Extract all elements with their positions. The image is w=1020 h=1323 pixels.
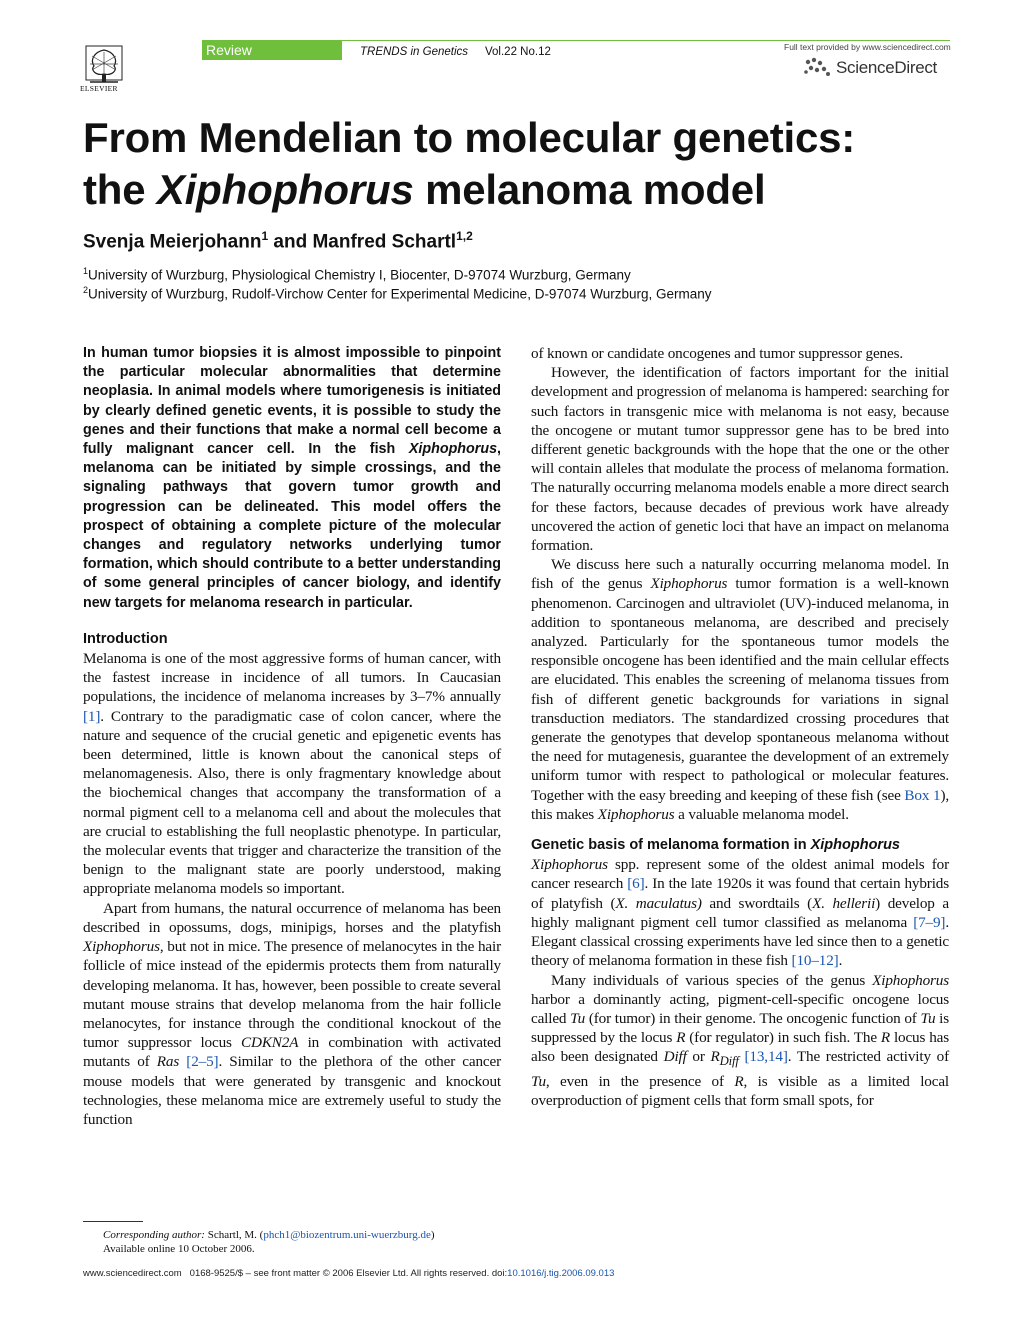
title-line-2-post: melanoma model bbox=[413, 166, 766, 213]
affiliation-2-text: University of Wurzburg, Rudolf-Virchow Center for Experimental Medicine, D-97074 Wurzburg, Germany bbox=[88, 286, 712, 302]
right-p4-a: Many individuals of various species of the genus bbox=[551, 971, 873, 989]
author-1-affil: 1 bbox=[261, 229, 269, 243]
right-paragraph-4 bbox=[531, 971, 949, 1110]
right-paragraph-1: However, the identification of factors important for the initial development and progression of melanoma is hampered: searching for such factors in transgenic mice with melanoma is not easy, because the oncogene or mutant tumor suppressor gene has to be bred into different genetic backgrounds with the hope that the one or the other will contain alleles that modulate the process of melanoma formation. The naturally occurring melanoma models enable a more direct search for these factors, because decades of previous work have already uncovered the action of genetic loci that have an impact on melanoma formation. bbox=[531, 364, 949, 555]
affiliation-1-num: 1 bbox=[83, 266, 89, 276]
right-p3-genus: Xiphophorus bbox=[531, 856, 608, 874]
box-link[interactable]: Box 1 bbox=[904, 786, 941, 804]
right-p3-d: ) develop a highly malignant pigment cell tumor classified as melanoma bbox=[531, 894, 949, 931]
publisher-logo-label: ELSEVIER bbox=[80, 84, 118, 93]
right-paragraph-0: of known or candidate oncogenes and tumor suppressor genes. bbox=[531, 345, 904, 362]
title-genus: Xiphophorus bbox=[156, 166, 414, 213]
right-column bbox=[531, 344, 949, 1110]
right-p4-r: R bbox=[676, 1029, 686, 1047]
right-p2-c: ), this makes bbox=[531, 786, 949, 823]
affiliation-2-num: 2 bbox=[83, 285, 89, 295]
intro-p2-c: in combination with activated mutants of bbox=[83, 1034, 501, 1071]
right-p2-a: We discuss here such a naturally occurring melanoma model. In fish of the genus bbox=[531, 556, 949, 593]
right-p4-tu-2: Tu bbox=[920, 1009, 936, 1027]
provider-name: ScienceDirect bbox=[836, 58, 937, 77]
heading-genetic-basis-genus: Xiphophorus bbox=[810, 837, 901, 854]
author-join: and bbox=[273, 231, 308, 253]
right-p2-d: a valuable melanoma model. bbox=[674, 805, 849, 823]
right-p3-b: . In the late 1920s it was found that certain hybrids of platyfish ( bbox=[531, 875, 949, 912]
author-email-link[interactable]: phch1@biozentrum.uni-wuerzburg.de bbox=[263, 1229, 431, 1241]
right-p4-diff: Diff bbox=[663, 1048, 687, 1066]
intro-p2-ras: Ras bbox=[156, 1053, 180, 1071]
abstract-genus: Xiphophorus bbox=[408, 441, 498, 458]
intro-paragraph-2 bbox=[83, 899, 501, 1129]
right-paragraph-2 bbox=[531, 555, 949, 824]
affiliation-1-text: University of Wurzburg, Physiological Chemistry I, Biocenter, D-97074 Wurzburg, Germany bbox=[88, 267, 631, 283]
author-2: Manfred Schartl bbox=[312, 231, 457, 253]
intro-p2-b: , but not in mice. The presence of melanocytes in the hair follicle of mice instead of the epidermis protects them from naturally developing melanoma. It has, however, been possible to create several mutant mouse strains that develop melanoma from the hair follicle melanocytes, for instance through the conditional knockout of the tumor suppressor locus bbox=[83, 938, 501, 1052]
intro-p1-b: . Contrary to the paradigmatic case of colon cancer, where the nature and sequence of the crucial genetic and epigenetic events has been determined, little is known about the canonical steps of melanomagenesis. Also, there is only fragmentary knowledge about the biochemical changes that accompany the transformation of a normal pigment cell to a melanoma cell and about the molecules that are crucial to establishing the full neoplastic phenotype. In particular, the molecular events that trigger and characterize the transition of the benign to the malignant state are poorly understood, making appropriate melanoma models so important. bbox=[83, 707, 501, 898]
heading-genetic-basis-text: Genetic basis of melanoma formation in bbox=[531, 837, 811, 854]
doi-link[interactable]: 10.1016/j.tig.2006.09.013 bbox=[507, 1268, 615, 1279]
right-p4-c: (for tumor) in their genome. The oncogenic function of bbox=[585, 1009, 921, 1027]
fulltext-notice[interactable]: Full text provided by www.sciencedirect.com bbox=[784, 42, 951, 52]
journal-volume: Vol.22 No.12 bbox=[485, 46, 551, 58]
author-list bbox=[83, 229, 473, 253]
title-line-2-pre: the bbox=[83, 166, 157, 213]
right-p3-e: . Elegant classical crossing experiments have led since then to a genetic theory of melanoma formation in these fish bbox=[531, 913, 949, 970]
right-p4-tu-3: Tu bbox=[531, 1072, 546, 1090]
abstract-part-a: In human tumor biopsies it is almost impossible to pinpoint the particular molecular abnormalities that determine neoplasia. In animal models where tumorigenesis is initiated by clearly defined genetic events, it is possible to study the genes and their functions that make a normal cell become a fully malignant cancer cell. In the fish bbox=[83, 345, 501, 458]
right-p4-tu: Tu bbox=[570, 1009, 586, 1027]
article-title bbox=[83, 112, 963, 216]
corresponding-author bbox=[103, 1229, 435, 1241]
journal-name: TRENDS in Genetics bbox=[360, 46, 469, 58]
right-p4-k: , is visible as a limited local overproduction of pigment cells that form small spots, for bbox=[531, 1072, 949, 1109]
page-footer bbox=[83, 1268, 614, 1279]
right-p3-species-1: X. maculatus) bbox=[615, 894, 702, 912]
right-p4-f: locus has also been designated bbox=[531, 1029, 949, 1066]
right-p4-j: , even in the presence of bbox=[545, 1072, 735, 1090]
right-p4-d: is suppressed by the locus bbox=[531, 1009, 950, 1047]
author-1: Svenja Meierjohann bbox=[83, 231, 262, 253]
citation-link[interactable]: [6] bbox=[627, 875, 645, 893]
corresponding-label: Corresponding author: bbox=[103, 1229, 205, 1241]
abstract-part-b: , melanoma can be initiated by simple crossings, and the signaling pathways that govern tumor growth and progression can be delineated. This model offers the prospect of obtaining a complete picture of the molecular changes and regulatory networks underlying tumor formation, which should contribute to a better understanding of some general principles of cancer biology, and identify new targets for melanoma research in particular. bbox=[83, 441, 501, 611]
right-paragraph-3 bbox=[531, 855, 949, 970]
author-2-affil: 1,2 bbox=[456, 229, 473, 243]
abstract bbox=[83, 344, 501, 613]
right-p4-r-diff-sub: Diff bbox=[719, 1054, 739, 1069]
section-tab: Review bbox=[202, 41, 342, 60]
right-p4-g: or bbox=[686, 1048, 711, 1066]
citation-link[interactable]: [7–9] bbox=[913, 913, 946, 931]
left-column bbox=[83, 344, 501, 1129]
right-p3-a: spp. represent some of the oldest animal models for cancer research bbox=[531, 856, 949, 893]
right-p4-b: harbor a dominantly acting, pigment-cell-specific oncogene locus called bbox=[531, 990, 949, 1027]
right-p2-genus-2: Xiphophorus bbox=[597, 805, 675, 823]
intro-p2-a: Apart from humans, the natural occurrence of melanoma has been described in opossums, dogs, minipigs, horses and the platyfish bbox=[83, 899, 501, 936]
title-line-1: From Mendelian to molecular genetics: bbox=[83, 114, 856, 161]
right-p2-b: tumor formation is a well-known phenomenon. Carcinogen and ultraviolet (UV)-induced melanoma, in addition to spontaneous melanoma, are described and precisely analyzed. Particularly for the spontaneous tumor models the responsible oncogene has been identified and the main cellular effects are elucidated. This enables the screening of melanoma tissues from fish of different genetic backgrounds for variations in signal transduction mediators. The standardized crossing procedures that generate the genotypes that develop spontaneous melanoma without the need for mutagenesis, guarantee the development of an extremely uniform tumor with respect to pathological or molecular features. Together with the easy breeding and keeping of these fish (see bbox=[531, 575, 949, 804]
intro-p2-gene: CDKN2A bbox=[241, 1034, 299, 1052]
citation-link[interactable]: [13,14] bbox=[744, 1048, 788, 1066]
right-p4-i: . The restricted activity of bbox=[787, 1048, 949, 1066]
corresponding-name: Schartl, M. ( bbox=[204, 1229, 264, 1241]
available-online: Available online 10 October 2006. bbox=[103, 1243, 255, 1255]
affiliation-2 bbox=[83, 285, 712, 302]
right-p4-genus: Xiphophorus bbox=[872, 971, 949, 989]
affiliation-1 bbox=[83, 266, 631, 283]
footer-site[interactable]: www.sciencedirect.com bbox=[83, 1268, 182, 1279]
heading-genetic-basis bbox=[531, 836, 949, 855]
sciencedirect-icon bbox=[802, 56, 834, 78]
intro-p2-genus: Xiphophorus bbox=[83, 938, 160, 956]
right-p3-c: and swordtails ( bbox=[701, 894, 813, 912]
intro-p1-a: Melanoma is one of the most aggressive forms of human cancer, with the fastest increase in incidence of all tumors. In Caucasian populations, the incidence of melanoma increases by 3–7% annually bbox=[83, 650, 501, 706]
citation-link[interactable]: [10–12] bbox=[791, 952, 839, 970]
corresponding-close: ) bbox=[430, 1229, 435, 1241]
right-p2-genus: Xiphophorus bbox=[650, 575, 728, 593]
right-p3-species-2: X. hellerii bbox=[812, 894, 876, 912]
right-p4-r-2: R bbox=[880, 1029, 891, 1047]
right-p4-r-3: R bbox=[710, 1048, 720, 1066]
right-p4-e: (for regulator) in such fish. The bbox=[685, 1029, 881, 1047]
citation-link[interactable]: [1] bbox=[83, 707, 101, 725]
footer-copyright: 0168-9525/$ – see front matter © 2006 Elsevier Ltd. All rights reserved. doi: bbox=[189, 1268, 508, 1279]
right-p3-f: . bbox=[838, 952, 843, 970]
citation-link[interactable]: [2–5] bbox=[186, 1053, 219, 1071]
intro-p2-e: . Similar to the plethora of the other cancer mouse models that were generated by transgenic and knockout technologies, these melanoma mice are extremely useful to study the function bbox=[83, 1053, 502, 1128]
intro-paragraph-1 bbox=[83, 649, 501, 899]
footnote-rule bbox=[83, 1221, 143, 1222]
heading-introduction: Introduction bbox=[83, 630, 168, 647]
right-p4-r-4: R bbox=[734, 1072, 744, 1090]
